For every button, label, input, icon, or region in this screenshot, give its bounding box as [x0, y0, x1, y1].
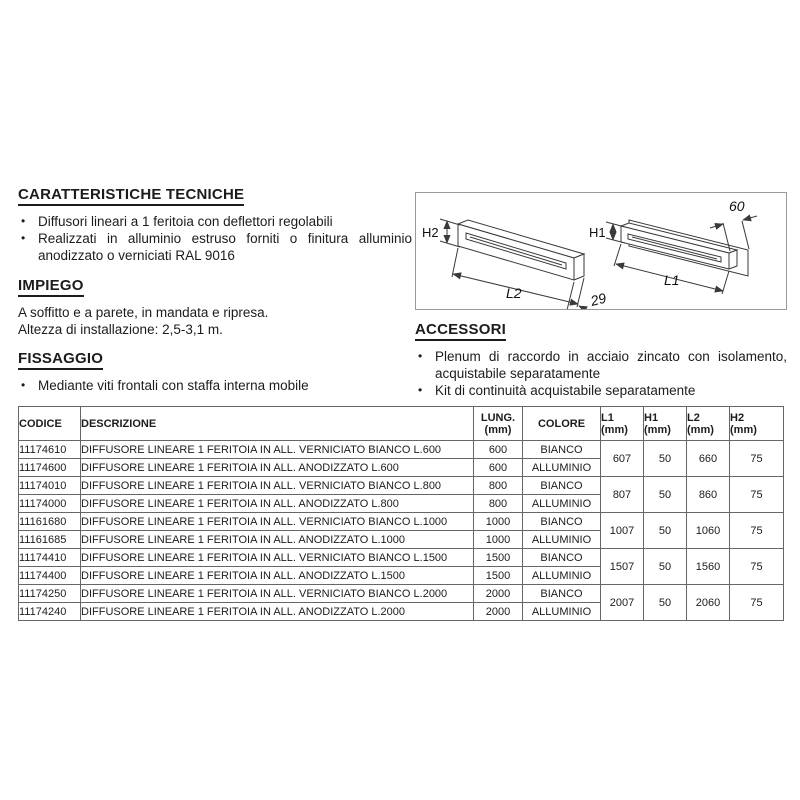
cell-lung: 1000 [474, 531, 523, 549]
cell-colore: ALLUMINIO [523, 531, 601, 549]
dim-label-60: 60 [729, 198, 745, 214]
cell-colore: ALLUMINIO [523, 459, 601, 477]
section-title-fissaggio: FISSAGGIO [18, 350, 412, 370]
cell-descrizione: DIFFUSORE LINEARE 1 FERITOIA IN ALL. VERNICIATO BIANCO L.2000 [81, 585, 474, 603]
cell-l1: 607 [601, 441, 644, 477]
cell-lung: 1500 [474, 567, 523, 585]
list-item [415, 348, 787, 382]
cell-descrizione: DIFFUSORE LINEARE 1 FERITOIA IN ALL. VERNICIATO BIANCO L.600 [81, 441, 474, 459]
cell-lung: 2000 [474, 603, 523, 621]
dim-label-h1: H1 [589, 225, 606, 240]
cell-l1: 1007 [601, 513, 644, 549]
list-item [18, 230, 412, 264]
cell-h2: 75 [730, 549, 784, 585]
table-row [19, 513, 784, 531]
section-caratteristiche [18, 186, 412, 264]
bullet-text: Kit di continuità acquistabile separatamente [435, 383, 696, 398]
cell-l2: 2060 [687, 585, 730, 621]
right-diffuser-view [606, 216, 757, 294]
dim-label-l2: L2 [506, 285, 522, 301]
dim-label-l1: L1 [664, 272, 680, 288]
cell-lung: 2000 [474, 585, 523, 603]
table-row [19, 441, 784, 459]
cell-descrizione: DIFFUSORE LINEARE 1 FERITOIA IN ALL. ANODIZZATO L.1000 [81, 531, 474, 549]
cell-descrizione: DIFFUSORE LINEARE 1 FERITOIA IN ALL. ANODIZZATO L.800 [81, 495, 474, 513]
bullet-icon: • [21, 231, 26, 245]
section-title-impiego: IMPIEGO [18, 277, 412, 297]
cell-colore: ALLUMINIO [523, 567, 601, 585]
section-title-caratteristiche: CARATTERISTICHE TECNICHE [18, 186, 412, 206]
section-fissaggio [18, 350, 412, 394]
cell-colore: BIANCO [523, 513, 601, 531]
left-column [18, 186, 412, 394]
cell-l2: 660 [687, 441, 730, 477]
col-header-h2: H2 (mm) [730, 407, 784, 441]
cell-l1: 1507 [601, 549, 644, 585]
diffuser-isometric-drawing [416, 193, 786, 309]
list-item [18, 213, 412, 230]
table-row [19, 477, 784, 495]
product-table [18, 406, 784, 621]
cell-h1: 50 [644, 513, 687, 549]
cell-lung: 600 [474, 459, 523, 477]
bullet-icon: • [418, 349, 423, 363]
cell-descrizione: DIFFUSORE LINEARE 1 FERITOIA IN ALL. ANODIZZATO L.600 [81, 459, 474, 477]
cell-descrizione: DIFFUSORE LINEARE 1 FERITOIA IN ALL. VERNICIATO BIANCO L.1500 [81, 549, 474, 567]
cell-h1: 50 [644, 441, 687, 477]
table-header-row [19, 407, 784, 441]
cell-lung: 800 [474, 495, 523, 513]
cell-colore: BIANCO [523, 477, 601, 495]
cell-lung: 600 [474, 441, 523, 459]
col-header-l2: L2 (mm) [687, 407, 730, 441]
cell-h1: 50 [644, 477, 687, 513]
bullet-icon: • [21, 378, 26, 392]
cell-codice: 11174250 [19, 585, 81, 603]
cell-codice: 11161680 [19, 513, 81, 531]
cell-codice: 11174010 [19, 477, 81, 495]
col-header-colore: COLORE [523, 407, 601, 441]
cell-descrizione: DIFFUSORE LINEARE 1 FERITOIA IN ALL. VERNICIATO BIANCO L.800 [81, 477, 474, 495]
col-header-l1: L1 (mm) [601, 407, 644, 441]
cell-descrizione: DIFFUSORE LINEARE 1 FERITOIA IN ALL. VERNICIATO BIANCO L.1000 [81, 513, 474, 531]
cell-h2: 75 [730, 441, 784, 477]
cell-l2: 1060 [687, 513, 730, 549]
cell-lung: 1500 [474, 549, 523, 567]
impiego-line: Altezza di installazione: 2,5-3,1 m. [18, 322, 223, 337]
table-row [19, 585, 784, 603]
cell-colore: ALLUMINIO [523, 495, 601, 513]
cell-codice: 11174610 [19, 441, 81, 459]
technical-drawing [415, 192, 787, 310]
cell-l2: 860 [687, 477, 730, 513]
cell-codice: 11161685 [19, 531, 81, 549]
cell-l2: 1560 [687, 549, 730, 585]
cell-l1: 2007 [601, 585, 644, 621]
cell-h2: 75 [730, 477, 784, 513]
table-row [19, 549, 784, 567]
cell-lung: 800 [474, 477, 523, 495]
right-column [415, 192, 787, 399]
cell-h2: 75 [730, 585, 784, 621]
cell-colore: BIANCO [523, 549, 601, 567]
cell-codice: 11174600 [19, 459, 81, 477]
col-header-h1: H1 (mm) [644, 407, 687, 441]
list-item [18, 377, 412, 394]
cell-descrizione: DIFFUSORE LINEARE 1 FERITOIA IN ALL. ANODIZZATO L.1500 [81, 567, 474, 585]
dim-label-h2: H2 [422, 225, 439, 240]
cell-descrizione: DIFFUSORE LINEARE 1 FERITOIA IN ALL. ANODIZZATO L.2000 [81, 603, 474, 621]
cell-codice: 11174240 [19, 603, 81, 621]
cell-codice: 11174000 [19, 495, 81, 513]
cell-lung: 1000 [474, 513, 523, 531]
dim-label-29: 29 [588, 289, 608, 309]
cell-codice: 11174400 [19, 567, 81, 585]
cell-h2: 75 [730, 513, 784, 549]
list-item [415, 382, 787, 399]
section-accessori [415, 321, 787, 399]
bullet-icon: • [21, 214, 26, 228]
cell-h1: 50 [644, 549, 687, 585]
cell-colore: ALLUMINIO [523, 603, 601, 621]
cell-l1: 807 [601, 477, 644, 513]
bullet-text: Diffusori lineari a 1 feritoia con deflettori regolabili [38, 214, 333, 229]
col-header-descrizione: DESCRIZIONE [81, 407, 474, 441]
bullet-text: Realizzati in alluminio estruso forniti o finitura alluminio anodizzato o verniciati RAL 9016 [38, 231, 412, 263]
bullet-text: Mediante viti frontali con staffa interna mobile [38, 378, 309, 393]
section-title-accessori: ACCESSORI [415, 321, 787, 341]
cell-h1: 50 [644, 585, 687, 621]
section-impiego [18, 277, 412, 338]
cell-colore: BIANCO [523, 441, 601, 459]
cell-codice: 11174410 [19, 549, 81, 567]
impiego-line: A soffitto e a parete, in mandata e ripresa. [18, 305, 269, 320]
col-header-codice: CODICE [19, 407, 81, 441]
col-header-lung: LUNG. (mm) [474, 407, 523, 441]
bullet-text: Plenum di raccordo in acciaio zincato con isolamento, acquistabile separatamente [435, 349, 787, 381]
bullet-icon: • [418, 383, 423, 397]
cell-colore: BIANCO [523, 585, 601, 603]
